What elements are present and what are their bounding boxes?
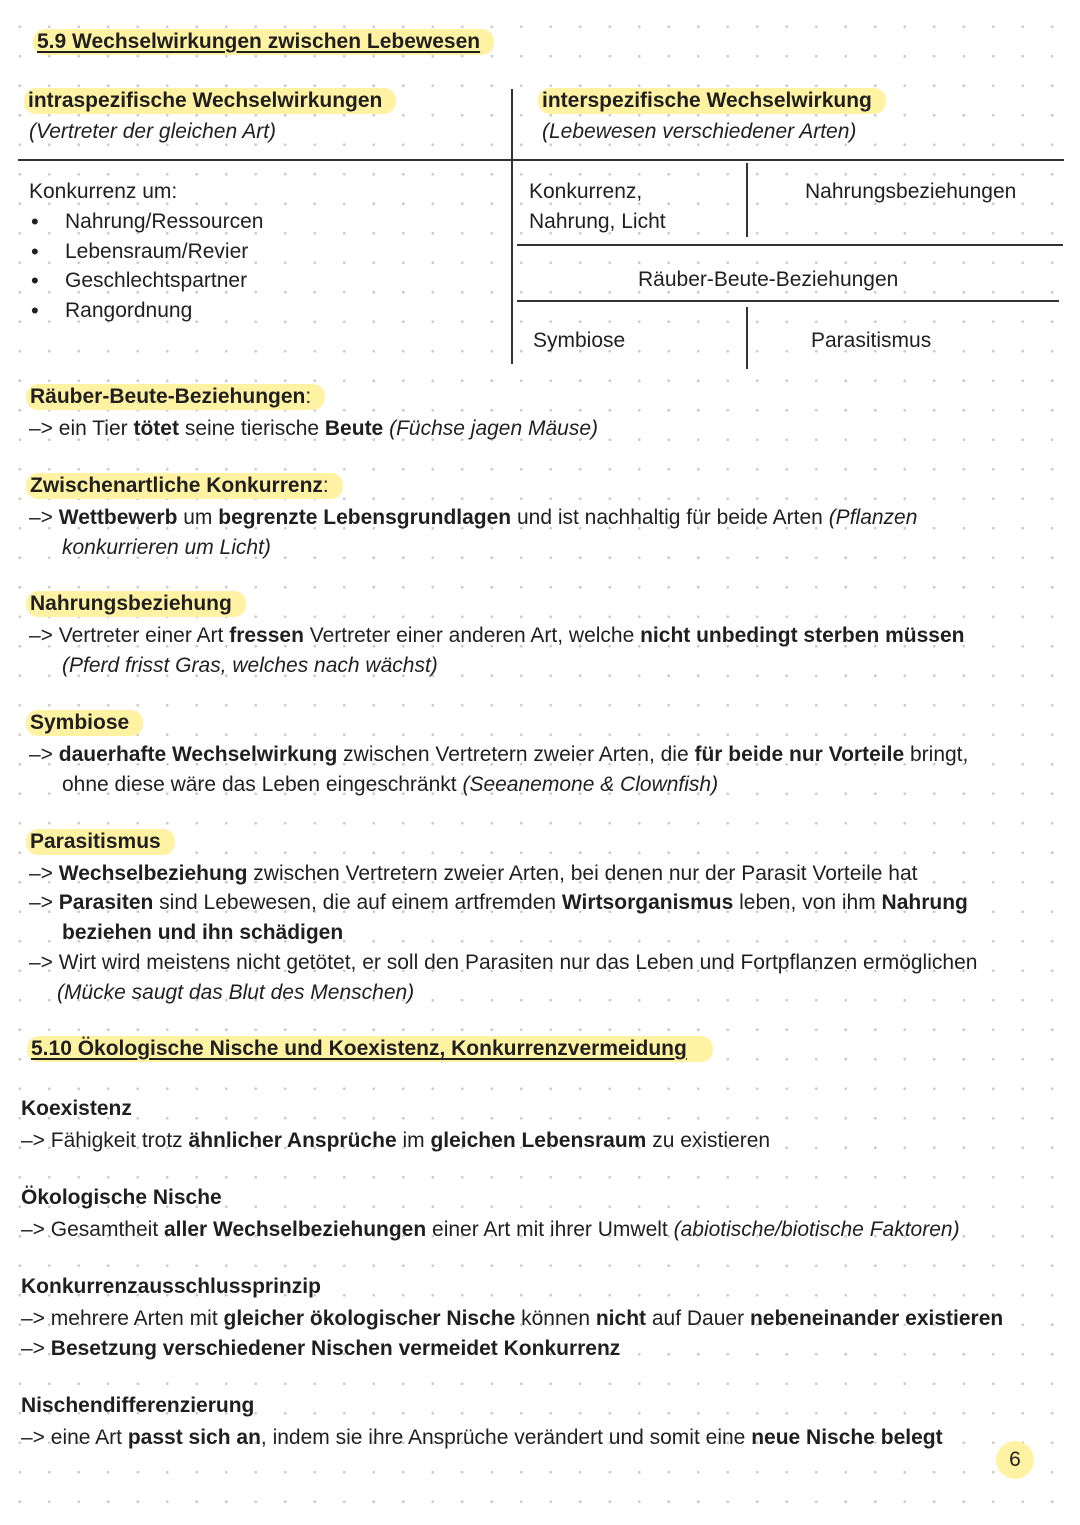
list-item: • Rangordnung [65,296,192,326]
definition-heading-nische: Ökologische Nische [21,1186,222,1209]
example-text: (Seeanemone & Clownfish) [462,773,719,796]
definition-parasitismus-line3 [29,948,977,978]
interspecific-heading-text: interspezifische Wechselwirkung [538,88,886,114]
definition-raeuber-text [29,414,598,444]
definition-ausschluss-line2 [21,1334,620,1364]
bold-text: Wettbewerb [58,506,178,529]
definition-nische-text [21,1215,960,1245]
text: , indem sie ihre Ansprüche verändert und somit eine [260,1426,752,1449]
heading-text: Nahrungsbeziehung [26,591,246,617]
bold-text: Wechselbeziehung [58,862,248,885]
intraspecific-heading-text: intraspezifische Wechselwirkungen [24,88,396,114]
definition-heading-konkurrenz [26,474,343,498]
bold-text: passt sich an [127,1426,261,1449]
text: und ist nachhaltig für beide Arten [511,506,829,529]
arrow: –> [21,1426,51,1449]
bold-text: begrenzte Lebensgrundlagen [218,506,512,529]
arrow: –> [29,506,59,529]
table-row-divider-2 [517,300,1059,302]
text: mehrere Arten mit [50,1307,224,1330]
heading-text: Räuber-Beute-Beziehungen [30,385,306,408]
arrow: –> [29,624,59,647]
definition-nahrung-example: (Pferd frisst Gras, welches nach wächst) [62,654,438,677]
heading-colon: : [305,385,312,408]
table-row-divider-1 [517,244,1063,246]
definition-heading-differenzierung: Nischendifferenzierung [21,1394,255,1417]
definition-heading-koexistenz: Koexistenz [21,1097,132,1120]
text: ein Tier [58,417,134,440]
bold-text: aller Wechselbeziehungen [164,1218,427,1241]
nahrungsbeziehungen-cell: Nahrungsbeziehungen [805,180,1017,203]
definition-parasitismus-line2b [62,918,343,948]
text: eine Art [50,1426,128,1449]
bold-text: tötet [133,417,179,440]
bold-text: gleicher ökologischer Nische [223,1307,516,1330]
text: Gesamtheit [50,1218,164,1241]
text: zwischen Vertretern zweier Arten, die [337,743,695,766]
bold-text: Wirtsorganismus [561,891,734,914]
definition-nahrung-text [29,621,964,651]
heading-colon: : [322,474,329,497]
arrow: –> [29,891,59,914]
section-title-text: 5.10 Ökologische Nische und Koexistenz, Konkurrenzvermeidung [27,1036,713,1062]
parasitismus-cell: Parasitismus [811,329,932,352]
bold-text: ähnlicher Ansprüche [188,1129,397,1152]
definition-symbiose-text-2 [62,770,718,800]
bold-text: nicht unbedingt sterben müssen [640,624,965,647]
definition-heading-raeuber [26,385,325,409]
section-title-5-10 [27,1037,713,1061]
competition-intro: Konkurrenz um: [29,180,178,203]
definition-koexistenz-text [21,1126,770,1156]
text: bringt, [904,743,969,766]
arrow: –> [21,1218,51,1241]
intraspecific-heading [24,89,396,113]
table-center-divider [511,89,513,364]
example-text: (abiotische/biotische Faktoren) [673,1218,960,1241]
bold-text: Nahrung [881,891,968,914]
text: seine tierische [178,417,325,440]
definition-konkurrenz-text [29,503,917,533]
example-text: (Füchse jagen Mäuse) [383,417,599,440]
list-item: • Nahrung/Ressourcen [65,207,263,237]
heading-text: Zwischenartliche Konkurrenz [30,474,323,497]
list-item: • Lebensraum/Revier [65,237,248,267]
definition-heading-nahrung [26,592,246,616]
interspecific-heading [538,89,886,113]
definition-ausschluss-line1 [21,1304,1003,1334]
arrow: –> [29,743,59,766]
bold-text: nebeneinander existieren [749,1307,1004,1330]
table-lower-divider [746,307,748,369]
arrow: –> [29,862,59,885]
text: sind Lebewesen, die auf einem artfremden [153,891,562,914]
text: können [515,1307,596,1330]
text: Vertreter einer anderen Art, welche [303,624,641,647]
text: ohne diese wäre das Leben eingeschränkt [62,773,463,796]
table-upper-divider [746,163,748,237]
heading-highlight [26,473,343,499]
bold-text: für beide nur Vorteile [694,743,905,766]
text: zwischen Vertretern zweier Arten, bei denen nur der Parasit Vorteile hat [247,862,918,885]
bold-text: Beute [324,417,384,440]
intraspecific-subtitle: (Vertreter der gleichen Art) [29,120,277,143]
definition-parasitismus-line1 [29,859,917,889]
konkurrenz-cell-line1: Konkurrenz, [529,180,643,203]
bold-text: gleichen Lebensraum [430,1129,647,1152]
text: leben, von ihm [733,891,882,914]
text: im [396,1129,431,1152]
section-title-5-9 [33,30,494,54]
raeuber-beute-cell: Räuber-Beute-Beziehungen [638,268,899,291]
heading-highlight [26,384,325,410]
definition-heading-parasitismus [26,830,175,854]
text: Vertreter einer Art [58,624,230,647]
definition-konkurrenz-example: konkurrieren um Licht) [62,536,271,559]
arrow: –> [21,1307,51,1330]
text: auf Dauer [646,1307,750,1330]
section-title-text: 5.9 Wechselwirkungen zwischen Lebewesen [33,29,494,55]
page-number: 6 [996,1441,1034,1479]
table-header-divider [18,159,1064,161]
interspecific-subtitle: (Lebewesen verschiedener Arten) [542,120,857,143]
text: einer Art mit ihrer Umwelt [426,1218,674,1241]
arrow: –> [29,951,59,974]
bold-text: Parasiten [58,891,154,914]
arrow: –> [21,1129,51,1152]
definition-symbiose-text [29,740,968,770]
text: zu existieren [646,1129,771,1152]
definition-parasitismus-line2 [29,888,968,918]
bold-text: dauerhafte Wechselwirkung [58,743,338,766]
text: Fähigkeit trotz [50,1129,189,1152]
heading-text: Parasitismus [26,829,175,855]
text: Wirt wird meistens nicht getötet, er soll den Parasiten nur das Leben und Fortpflanzen ermöglichen [58,951,978,974]
arrow: –> [21,1337,51,1360]
definition-parasitismus-example: (Mücke saugt das Blut des Menschen) [57,981,415,1004]
bold-text: neue Nische belegt [751,1426,943,1449]
text: um [177,506,219,529]
definition-heading-ausschluss: Konkurrenzausschlussprinzip [21,1275,321,1298]
definition-heading-symbiose [26,711,143,735]
list-item: • Geschlechtspartner [65,266,247,296]
example-text: (Pflanzen [828,506,918,529]
arrow: –> [29,417,59,440]
konkurrenz-cell-line2: Nahrung, Licht [529,210,666,233]
definition-differenzierung-text [21,1423,943,1453]
bold-text: Besetzung verschiedener Nischen vermeidet Konkurrenz [50,1337,621,1360]
bold-text: fressen [229,624,304,647]
bold-text: nicht [595,1307,647,1330]
bold-text: beziehen und ihn schädigen [62,921,344,944]
symbiose-cell: Symbiose [533,329,626,352]
heading-text: Symbiose [26,710,143,736]
